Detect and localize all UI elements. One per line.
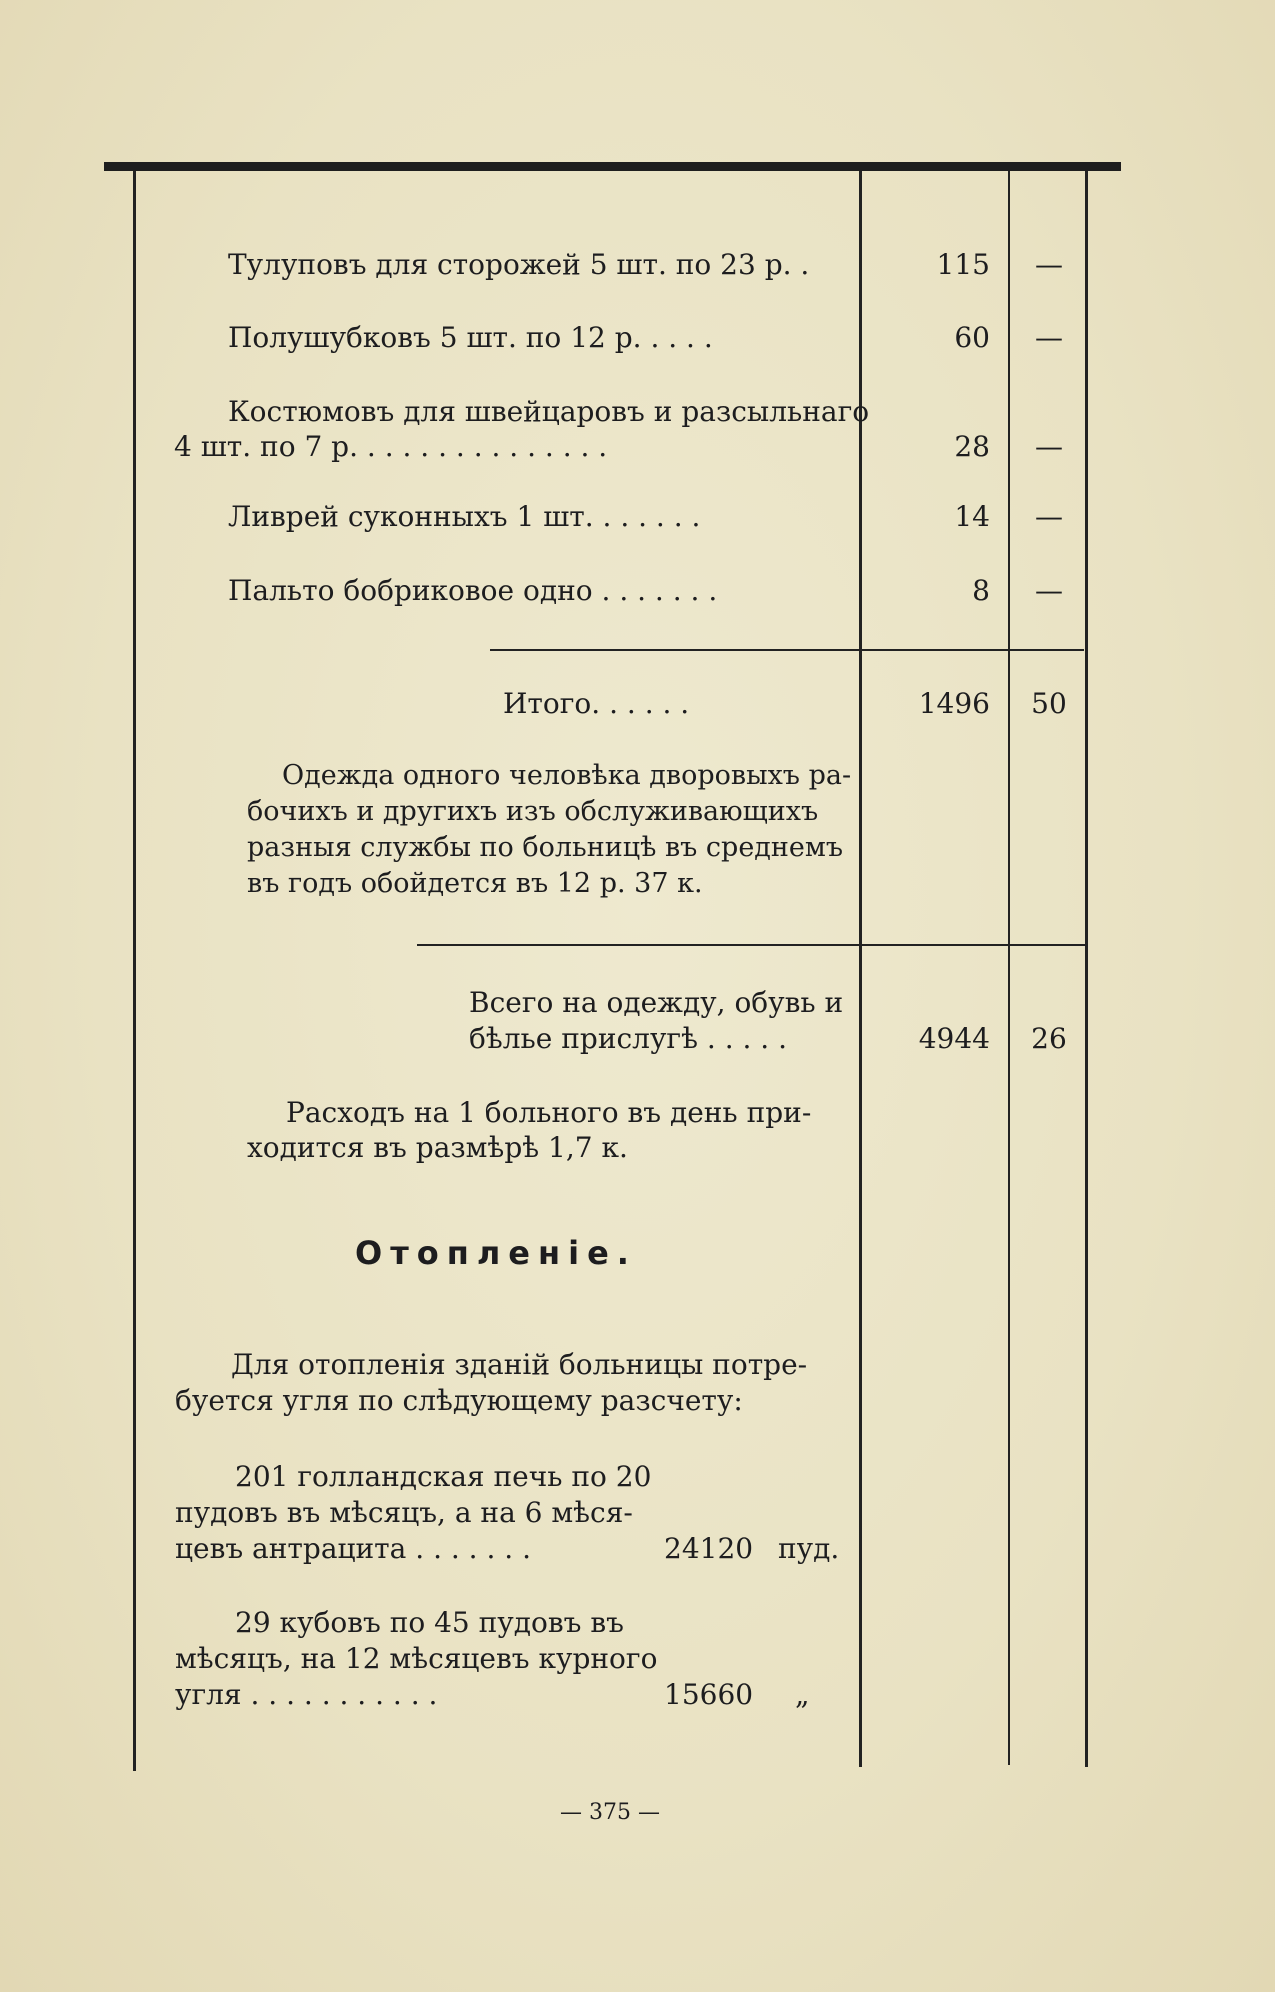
row-label: Полушубковъ 5 шт. по 12 р. . . . . (228, 321, 713, 354)
row-rubles: 60 (954, 321, 990, 354)
heating-item-unit: пуд. (778, 1532, 840, 1565)
total-rubles: 1496 (918, 687, 990, 720)
per-patient-line: Расходъ на 1 больного въ день при- (286, 1096, 812, 1129)
left-border (133, 171, 136, 1771)
heating-item-value: 15660 (664, 1678, 754, 1711)
row-rubles: 28 (954, 430, 990, 463)
note-line: въ годъ обойдется въ 12 р. 37 к. (247, 868, 703, 899)
heating-item-line1: 201 голландская печь по 20 (235, 1460, 652, 1493)
row-kopecks: — (1035, 248, 1063, 281)
row-label: Ливрей суконныхъ 1 шт. . . . . . . (228, 500, 701, 533)
heating-item-line3: цевъ антрацита . . . . . . . (175, 1532, 531, 1565)
row-label: Пальто бобриковое одно . . . . . . . (228, 574, 718, 607)
note-line: Одежда одного человѣка дворовыхъ ра- (282, 760, 852, 791)
grand-total-kopecks: 26 (1031, 1022, 1067, 1055)
top-rule (104, 162, 1121, 171)
heating-item-unit: „ (795, 1678, 810, 1711)
section-heading: Отопленіе. (355, 1234, 637, 1272)
grand-total-line1: Всего на одежду, обувь и (469, 986, 844, 1019)
page-number: — 375 — (560, 1800, 660, 1825)
heating-intro-line: Для отопленія зданій больницы потре- (231, 1348, 808, 1381)
grand-total-rule (417, 944, 1085, 946)
row-kopecks: — (1035, 321, 1063, 354)
heating-item-value: 24120 (664, 1532, 754, 1565)
row-kopecks: — (1035, 574, 1063, 607)
row-rubles: 8 (972, 574, 990, 607)
note-line: разныя службы по больницѣ въ среднемъ (247, 832, 844, 863)
total-label: Итого. . . . . . (503, 687, 690, 720)
heating-item-line2: пудовъ въ мѣсяцъ, а на 6 мѣся- (175, 1496, 633, 1529)
row-label-line1: Костюмовъ для швейцаровъ и разсыльнаго (228, 395, 870, 428)
right-border (1085, 171, 1088, 1767)
grand-total-rubles: 4944 (918, 1022, 990, 1055)
row-label: Тулуповъ для сторожей 5 шт. по 23 р. . (228, 248, 810, 281)
total-rule (490, 649, 1084, 651)
row-rubles: 14 (954, 500, 990, 533)
note-line: бочихъ и другихъ изъ обслуживающихъ (247, 796, 819, 827)
heating-item-line2: мѣсяцъ, на 12 мѣсяцевъ курного (175, 1642, 658, 1675)
row-kopecks: — (1035, 430, 1063, 463)
row-kopecks: — (1035, 500, 1063, 533)
per-patient-line: ходится въ размѣрѣ 1,7 к. (247, 1131, 628, 1164)
row-rubles: 115 (936, 248, 990, 281)
grand-total-line2: бѣлье прислугѣ . . . . . (469, 1022, 787, 1055)
heating-item-line3: угля . . . . . . . . . . . (175, 1678, 438, 1711)
total-kopecks: 50 (1031, 687, 1067, 720)
heating-intro-line: буется угля по слѣдующему разсчету: (175, 1384, 743, 1417)
kopeck-column-divider (1008, 171, 1010, 1765)
row-label-line2: 4 шт. по 7 р. . . . . . . . . . . . . . . (174, 430, 608, 463)
heating-item-line1: 29 кубовъ по 45 пудовъ въ (235, 1606, 624, 1639)
